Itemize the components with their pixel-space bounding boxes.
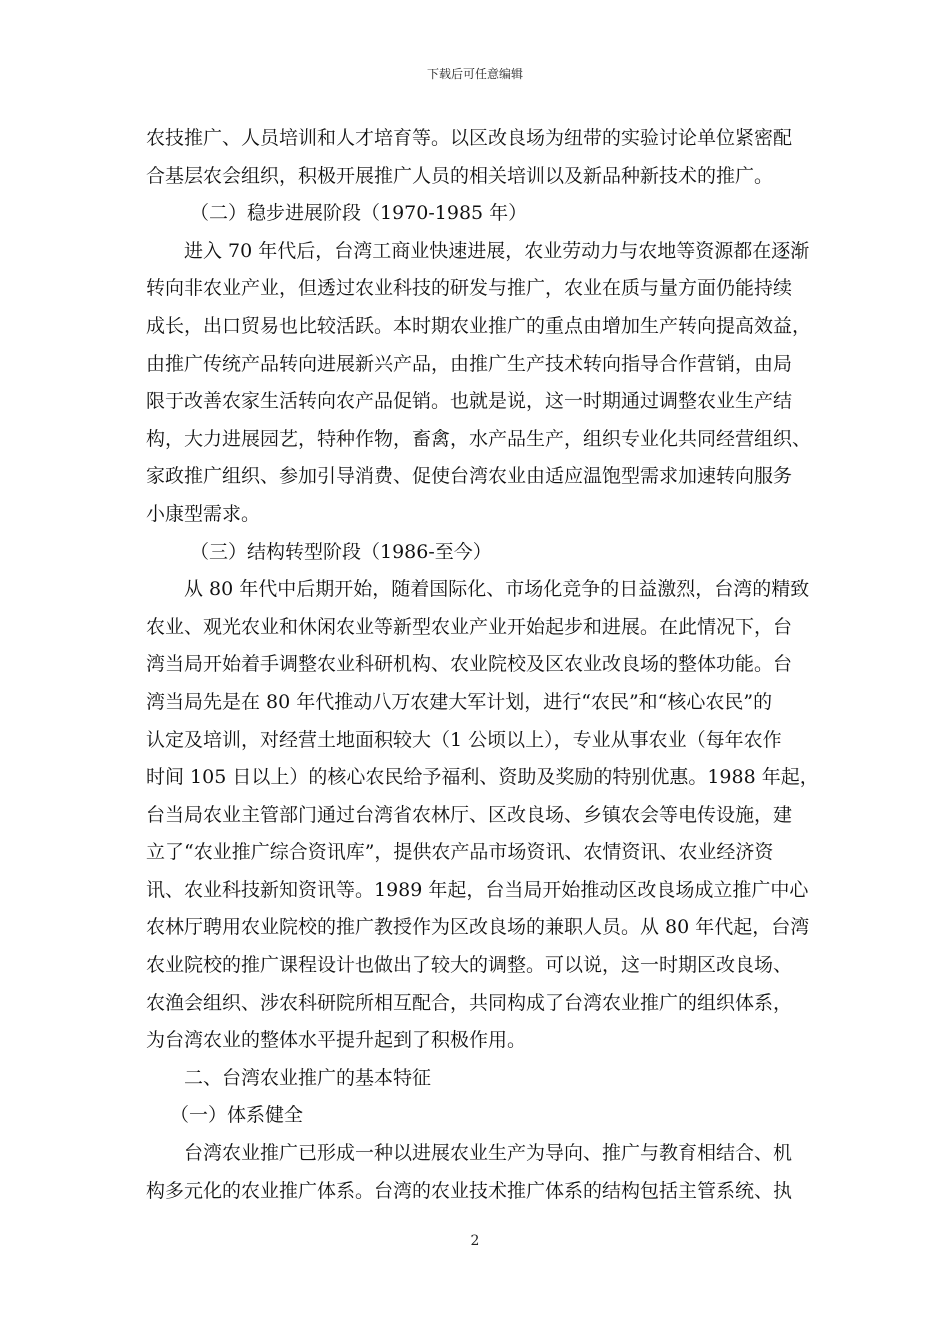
paragraph-start: 从 80 年代中后期开始，随着国际化、市场化竞争的日益激烈，台湾的精致 (184, 578, 810, 601)
body-line: 农技推广、人员培训和人才培育等。以区改良场为纽带的实验讨论单位紧密配 (146, 127, 793, 149)
paragraph-start: 台湾农业推广已形成一种以进展农业生产为导向、推广与教育相结合、机 (184, 1142, 793, 1165)
body-line: 由推广传统产品转向进展新兴产品，由推广生产技术转向指导合作营销，由局 (146, 352, 793, 375)
chapter-heading: 二、台湾农业推广的基本特征 (184, 1066, 432, 1089)
body-line: 农业院校的推广课程设计也做出了较大的调整。可以说，这一时期区改良场、 (146, 954, 793, 977)
body-line: 台当局农业主管部门通过台湾省农林厅、区改良场、乡镇农会等电传设施，建 (146, 803, 793, 826)
body-line: 限于改善农家生活转向农产品促销。也就是说，这一时期通过调整农业生产结 (146, 390, 793, 413)
body-line: 成长，出口贸易也比较活跃。本时期农业推广的重点由增加生产转向提高效益， (146, 314, 812, 337)
body-line: 立了“农业推广综合资讯库”，提供农产品市场资讯、农情资讯、农业经济资 (146, 841, 774, 864)
body-line: 认定及培训，对经营土地面积较大（1 公顷以上），专业从事农业（每年农作 (146, 728, 782, 751)
page-header: 下载后可任意编辑 (426, 67, 523, 81)
body-line: 构多元化的农业推广体系。台湾的农业技术推广体系的结构包括主管系统、执 (146, 1179, 793, 1202)
body-line: 转向非农业产业，但透过农业科技的研发与推广，农业在质与量方面仍能持续 (146, 277, 793, 300)
body-line: 为台湾农业的整体水平提升起到了积极作用。 (146, 1029, 527, 1052)
body-line: 农渔会组织、涉农科研院所相互配合，共同构成了台湾农业推广的组织体系， (146, 991, 793, 1014)
body-line: 构，大力进展园艺，特种作物，畜禽，水产品生产，组织专业化共同经营组织、 (146, 427, 812, 450)
section-heading: （一）体系健全 (170, 1104, 304, 1127)
body-line: 农林厅聘用农业院校的推广教授作为区改良场的兼职人员。从 80 年代起，台湾 (146, 916, 810, 939)
paragraph-start: 进入 70 年代后，台湾工商业快速进展，农业劳动力与农地等资源都在逐渐 (184, 239, 810, 262)
body-line: 农业、观光农业和休闲农业等新型农业产业开始起步和进展。在此情况下，台 (146, 615, 793, 638)
body-line: 时间 105 日以上）的核心农民给予福利、资助及奖励的特别优惠。1988 年起， (146, 766, 819, 789)
body-line: 湾当局先是在 80 年代推动八万农建大军计划，进行“农民”和“核心农民”的 (146, 690, 773, 713)
section-heading: （二）稳步进展阶段（1970-1985 年） (190, 202, 528, 225)
body-line: 家政推广组织、参加引导消费、促使台湾农业由适应温饱型需求加速转向服务 (146, 465, 793, 488)
body-line: 湾当局开始着手调整农业科研机构、农业院校及区农业改良场的整体功能。台 (146, 653, 793, 676)
page-number: 2 (470, 1233, 480, 1249)
section-heading: （三）结构转型阶段（1986-至今） (190, 540, 492, 563)
body-line: 小康型需求。 (146, 502, 261, 525)
body-line: 合基层农会组织，积极开展推广人员的相关培训以及新品种新技术的推广。 (146, 164, 774, 187)
document-body (146, 120, 819, 1210)
body-line: 讯、农业科技新知资讯等。1989 年起，台当局开始推动区改良场成立推广中心 (146, 878, 809, 901)
